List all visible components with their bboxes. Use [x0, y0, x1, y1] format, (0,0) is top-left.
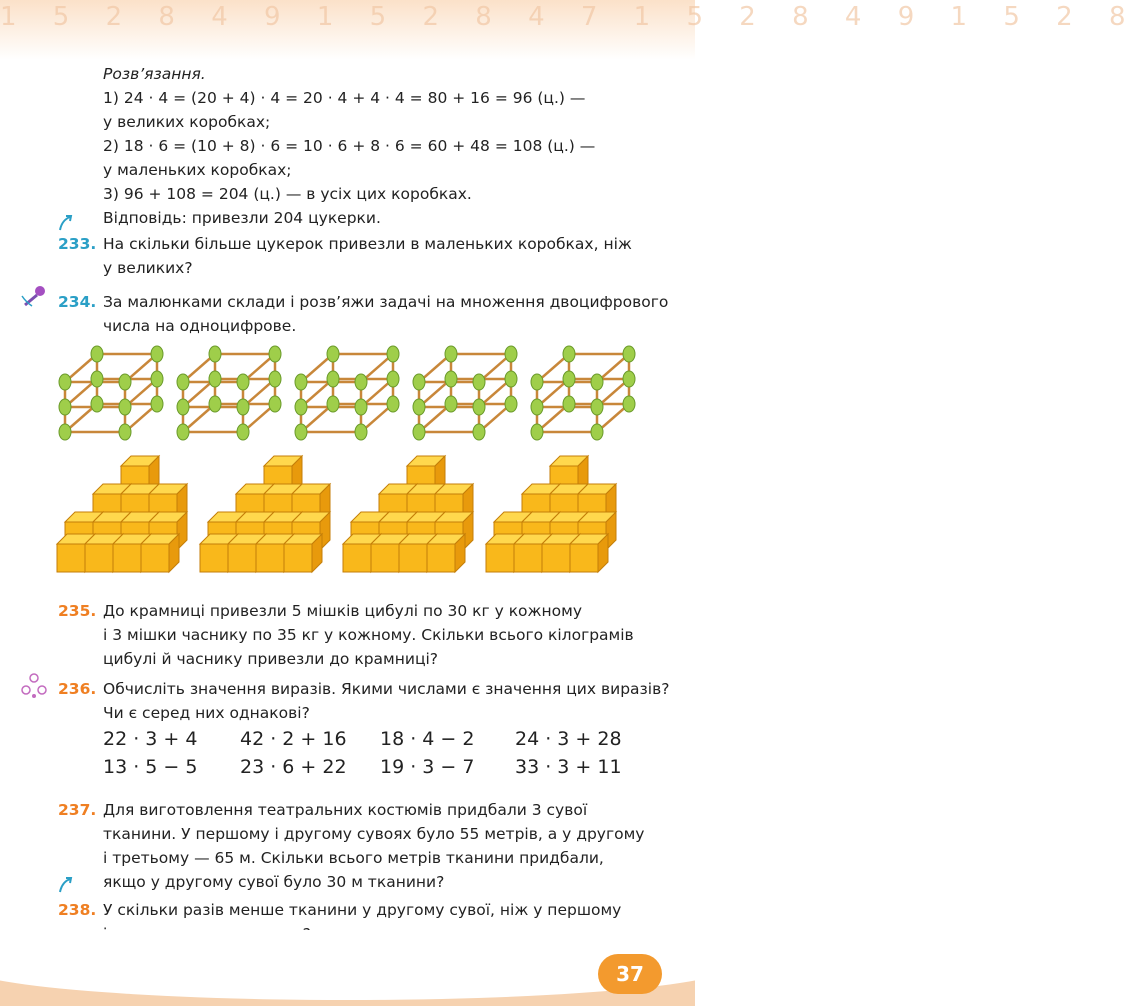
difficulty-arrow-icon — [58, 876, 72, 894]
task-235-line-1: До крамниці привезли 5 мішків цибулі по 30 кг у кожному — [103, 602, 582, 620]
solution-line-3: 3) 96 + 108 = 204 (ц.) — в усіх цих коробках. — [103, 185, 472, 203]
solution-heading: Розв’язання. — [103, 65, 206, 83]
task-235-line-3: цибулі й часнику привезли до крамниці? — [103, 650, 439, 668]
page-number: 37 — [598, 954, 662, 994]
expression: 19 · 3 − 7 — [380, 756, 475, 778]
expression: 22 · 3 + 4 — [103, 728, 198, 750]
task-233-number: 233. — [58, 235, 97, 253]
difficulty-arrow-icon — [58, 214, 72, 232]
task-236-number: 236. — [58, 680, 97, 698]
task-235-number: 235. — [58, 602, 97, 620]
group-work-icon — [20, 672, 48, 700]
task-234-number: 234. — [58, 293, 97, 311]
solution-answer: Відповідь: привезли 204 цукерки. — [103, 209, 381, 227]
task-233-line-2: у великих? — [103, 259, 193, 277]
task-236-line-1: Обчисліть значення виразів. Якими числами є значення цих виразів? — [103, 680, 670, 698]
yellow-cube-staircases-illustration — [55, 450, 655, 575]
task-238-line-1: У скільки разів менше тканини у другому сувої, ніж у першому — [103, 901, 622, 919]
task-233-line-1: На скільки більше цукерок привезли в маленьких коробках, ніж — [103, 235, 632, 253]
solution-line-2b: у маленьких коробках; — [103, 161, 292, 179]
expression: 24 · 3 + 28 — [515, 728, 622, 750]
task-237-line-2: тканини. У першому і другому сувоях було 55 метрів, а у другому — [103, 825, 645, 843]
task-234-line-2: числа на одноцифрове. — [103, 317, 297, 335]
expression: 33 · 3 + 11 — [515, 756, 622, 778]
task-238-number: 238. — [58, 901, 97, 919]
expression: 13 · 5 − 5 — [103, 756, 198, 778]
task-235-line-2: і 3 мішки часнику по 35 кг у кожному. Скільки всього кілограмів — [103, 626, 634, 644]
solution-line-2a: 2) 18 · 6 = (10 + 8) · 6 = 10 · 6 + 8 · 6 = 60 + 48 = 108 (ц.) — — [103, 137, 596, 155]
header-digits: 1 5 2 8 4 9 1 5 2 8 4 7 1 5 2 8 4 9 1 5 2 8 — [0, 2, 1139, 32]
expression: 42 · 2 + 16 — [240, 728, 347, 750]
task-236-line-2: Чи є серед них однакові? — [103, 704, 310, 722]
expression: 18 · 4 − 2 — [380, 728, 475, 750]
task-237-line-3: і третьому — 65 м. Скільки всього метрів тканини придбали, — [103, 849, 604, 867]
expression: 23 · 6 + 22 — [240, 756, 347, 778]
stick-cube-frames-illustration — [55, 342, 655, 442]
microphone-icon — [20, 284, 48, 308]
task-237-line-4: якщо у другому сувої було 30 м тканини? — [103, 873, 445, 891]
task-237-line-1: Для виготовлення театральних костюмів придбали 3 сувої — [103, 801, 588, 819]
task-237-number: 237. — [58, 801, 97, 819]
solution-line-1a: 1) 24 · 4 = (20 + 4) · 4 = 20 · 4 + 4 · 4 = 80 + 16 = 96 (ц.) — — [103, 89, 586, 107]
task-234-line-1: За малюнками склади і розв’яжи задачі на множення двоцифрового — [103, 293, 669, 311]
solution-line-1b: у великих коробках; — [103, 113, 271, 131]
